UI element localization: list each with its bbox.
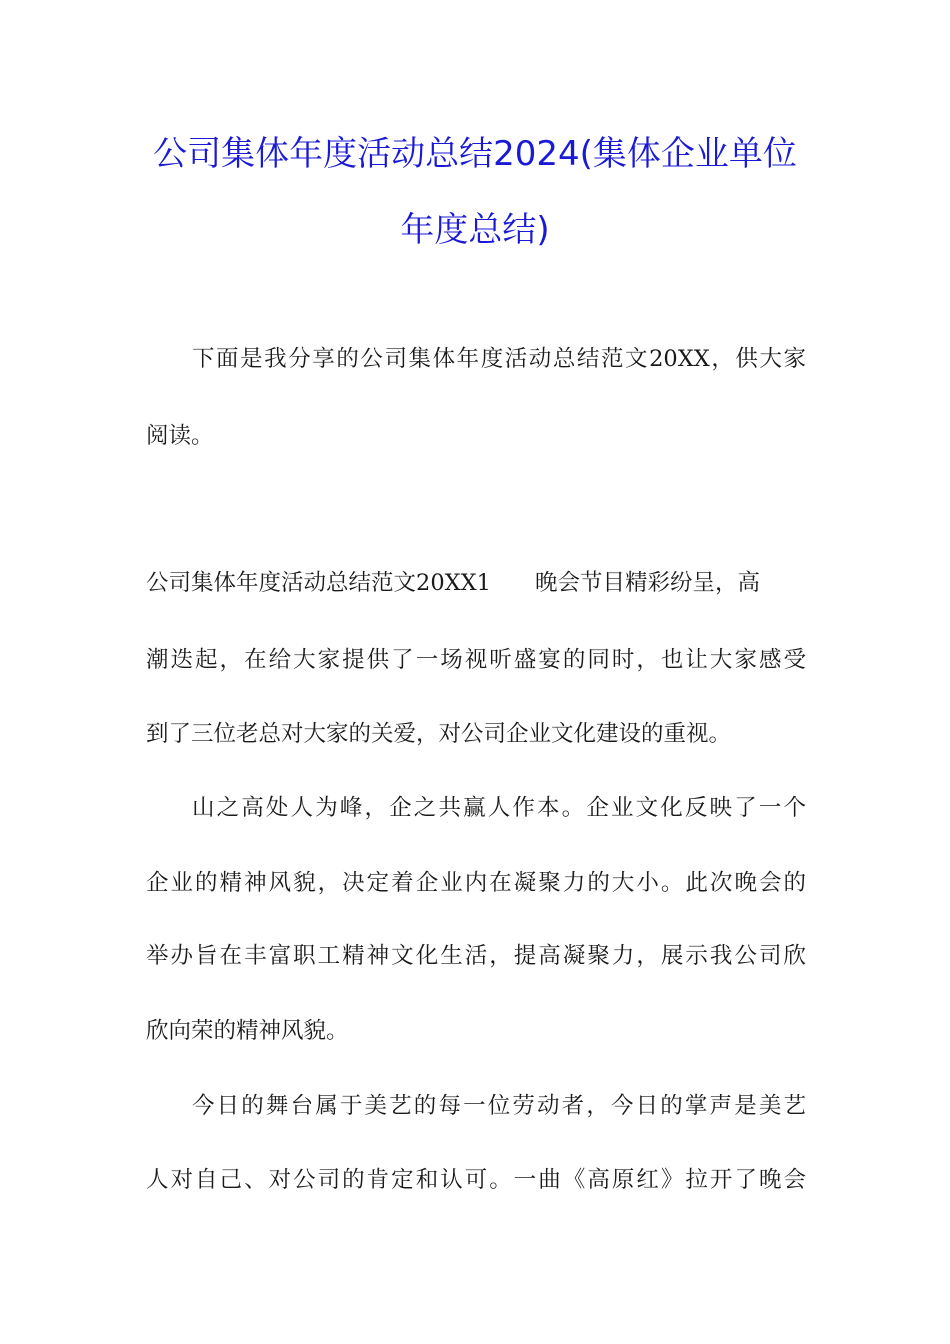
section-1-line-2: 潮迭起，在给大家提供了一场视听盛宴的同时，也让大家感受 [146,647,806,673]
paragraph-3-line-2: 人对自己、对公司的肯定和认可。一曲《高原红》拉开了晚会 [146,1167,806,1193]
intro-line-1: 下面是我分享的公司集体年度活动总结范文20XX，供大家 [192,346,806,372]
document-title-line-2: 年度总结) [400,210,550,250]
paragraph-2-line-3: 举办旨在丰富职工精神文化生活，提高凝聚力，展示我公司欣 [146,943,806,969]
paragraph-2-line-4: 欣向荣的精神风貌。 [146,1018,349,1044]
section-1-heading: 公司集体年度活动总结范文20XX1 [146,570,491,596]
section-1-first-line-text: 晚会节目精彩纷呈，高 [534,570,760,596]
document-title-line-1: 公司集体年度活动总结2024(集体企业单位 [153,134,797,174]
intro-line-2: 阅读。 [146,423,214,449]
section-1-line-3: 到了三位老总对大家的关爱，对公司企业文化建设的重视。 [146,721,732,747]
paragraph-3-line-1: 今日的舞台属于美艺的每一位劳动者，今日的掌声是美艺 [192,1093,806,1119]
paragraph-2-line-1: 山之高处人为峰，企之共赢人作本。企业文化反映了一个 [192,795,806,821]
paragraph-2-line-2: 企业的精神风貌，决定着企业内在凝聚力的大小。此次晚会的 [146,870,806,896]
section-1-first-line [146,572,806,595]
